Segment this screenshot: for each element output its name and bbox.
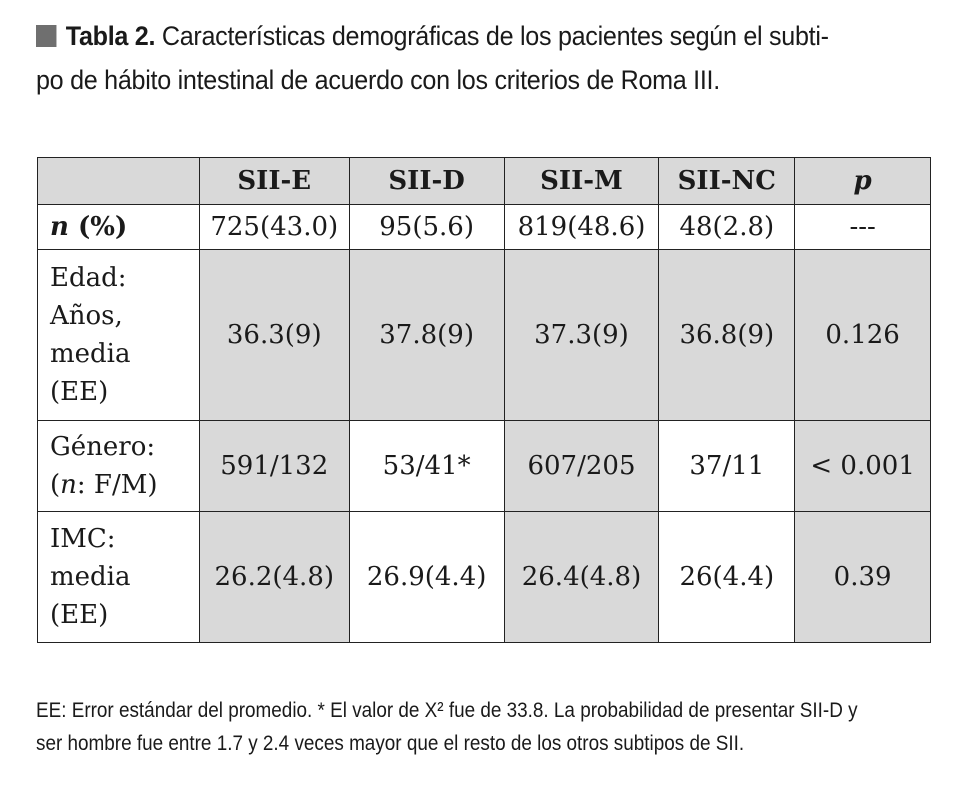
row-label-line: media (50, 562, 131, 592)
row-label-line: Edad: (50, 263, 127, 293)
cell: 36.3(9) (199, 250, 349, 421)
cell: 819(48.6) (504, 205, 659, 250)
cell: 26.9(4.4) (349, 512, 504, 643)
cell: 37.3(9) (504, 250, 659, 421)
header-sii-m: SII-M (504, 158, 659, 205)
row-label-line: Género: (50, 432, 156, 462)
row-label-line: IMC: (50, 524, 116, 554)
cell: --- (795, 205, 931, 250)
header-sii-e: SII-E (199, 158, 349, 205)
demographics-table (37, 157, 931, 643)
row-label-line: (n: F/M) (50, 470, 158, 500)
footnote-line-2: ser hombre fue entre 1.7 y 2.4 veces mayor que el resto de los otros subtipos de SII. (36, 732, 745, 755)
cell: 37.8(9) (349, 250, 504, 421)
header-corner (38, 158, 200, 205)
cell: 26(4.4) (659, 512, 795, 643)
cell: 0.39 (795, 512, 931, 643)
cell: 607/205 (504, 421, 659, 512)
row-label-n (38, 205, 200, 250)
table-row-n (38, 205, 931, 250)
cell: 26.4(4.8) (504, 512, 659, 643)
cell: 26.2(4.8) (199, 512, 349, 643)
row-label-line: media (50, 339, 131, 369)
header-p: p (795, 158, 931, 205)
table-caption (36, 14, 873, 102)
row-label-line: (EE) (50, 377, 109, 407)
caption-label: Tabla 2. (65, 21, 156, 51)
cell: < 0.001 (795, 421, 931, 512)
row-label-gender (38, 421, 200, 512)
row-label-line: (EE) (50, 600, 109, 630)
caption-square-icon (36, 25, 56, 47)
cell: 36.8(9) (659, 250, 795, 421)
footnote-line-1: EE: Error estándar del promedio. * El valor de X² fue de 33.8. La probabilidad de presentar SII-D y (36, 699, 858, 722)
row-label-n-text: n (%) (50, 212, 128, 242)
cell: 95(5.6) (349, 205, 504, 250)
row-label-line: Años, (50, 301, 123, 331)
row-label-age (38, 250, 200, 421)
cell: 725(43.0) (199, 205, 349, 250)
cell: 53/41* (349, 421, 504, 512)
cell: 37/11 (659, 421, 795, 512)
table-row-imc (38, 512, 931, 643)
caption-text-1: Características demográficas de los pacientes según el subti- (161, 21, 829, 51)
header-sii-nc: SII-NC (659, 158, 795, 205)
cell: 591/132 (199, 421, 349, 512)
cell: 0.126 (795, 250, 931, 421)
row-label-imc (38, 512, 200, 643)
caption-line-2: po de hábito intestinal de acuerdo con los criterios de Roma III. (36, 65, 720, 95)
cell: 48(2.8) (659, 205, 795, 250)
table-footnote (36, 694, 873, 760)
table-row-gender (38, 421, 931, 512)
header-sii-d: SII-D (349, 158, 504, 205)
table-row-age (38, 250, 931, 421)
table-header-row (38, 158, 931, 205)
caption-line-1 (36, 14, 873, 58)
